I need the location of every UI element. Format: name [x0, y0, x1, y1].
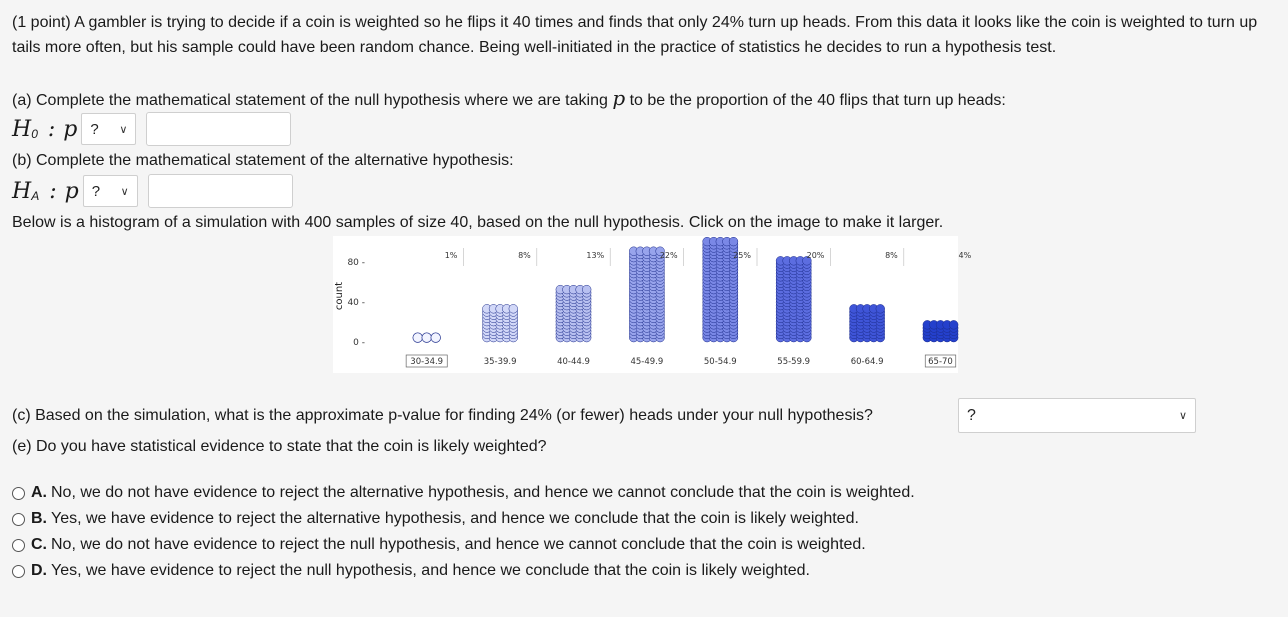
option-a[interactable] [12, 484, 915, 502]
problem-intro: (1 point) A gambler is trying to decide if a coin is weighted so he flips it 40 times and finds that only 24% turn up heads. From this data it looks like the coin is weighted to turn up tails more often, but his sample could have been random chance. Being well-initiated in the practice of statistics he decides to run a hypothesis test. [12, 14, 1258, 56]
radio-option-d[interactable] [12, 565, 25, 578]
category-label: 40-44.9 [557, 357, 590, 367]
part-a-text-before: (a) Complete the mathematical statement of the null hypothesis where we are taking [12, 92, 613, 109]
histogram-caption: Below is a histogram of a simulation with 400 samples of size 40, based on the null hypothesis. Click on the image to make it larger. [12, 214, 944, 231]
y-tick-label: 80 - [347, 258, 365, 268]
null-hypothesis-row [12, 112, 291, 146]
histogram-bar [850, 304, 885, 342]
y-tick-label: 40 - [347, 298, 365, 308]
alt-hyp-param: p [64, 178, 79, 204]
category-label: 30-34.9 [410, 357, 444, 367]
category-label: 45-49.9 [630, 357, 664, 367]
alt-hyp-sub: A [31, 189, 40, 203]
null-relation-value: ? [90, 120, 99, 138]
radio-option-b[interactable] [12, 513, 25, 526]
alt-hyp-colon: : [49, 178, 57, 204]
percent-label: 4% [958, 251, 972, 260]
radio-option-c[interactable] [12, 539, 25, 552]
part-a-variable: p [612, 86, 626, 110]
category-label: 65-70 [928, 357, 953, 367]
pvalue-select[interactable] [958, 398, 1196, 433]
null-hyp-param: p [63, 116, 78, 142]
category-label: 50-54.9 [703, 357, 737, 367]
histogram-bar [776, 256, 811, 342]
pvalue-select-value: ? [967, 406, 976, 424]
option-b[interactable] [12, 510, 859, 528]
alt-value-input[interactable] [148, 174, 293, 208]
histogram-image[interactable] [333, 236, 972, 373]
y-tick-label: 0 - [353, 338, 365, 348]
histogram-bar [413, 333, 441, 343]
histogram-chart [333, 236, 972, 373]
option-d[interactable] [12, 562, 810, 580]
null-relation-select[interactable] [81, 113, 136, 145]
part-e-prompt: (e) Do you have statistical evidence to state that the coin is likely weighted? [12, 438, 547, 455]
percent-label: 1% [444, 251, 458, 260]
null-value-input[interactable] [146, 112, 291, 146]
chevron-down-icon: ∨ [119, 123, 128, 136]
option-c-text: No, we do not have evidence to reject the null hypothesis, and hence we cannot conclude that the coin is weighted. [51, 536, 866, 553]
histogram-bar [923, 320, 958, 342]
part-a-prompt [12, 86, 1277, 113]
percent-label: 25% [733, 251, 751, 260]
percent-label: 22% [659, 251, 678, 260]
histogram-bar [483, 304, 518, 342]
null-hyp-colon: : [47, 116, 56, 142]
category-label: 35-39.9 [483, 357, 517, 367]
alt-relation-value: ? [91, 182, 101, 200]
alt-hypothesis-row [12, 174, 293, 208]
option-d-text: Yes, we have evidence to reject the null hypothesis, and hence we conclude that the coin is likely weighted. [51, 562, 810, 579]
null-hyp-letter: H [12, 116, 32, 142]
percent-label: 13% [586, 251, 605, 260]
y-axis-label: count [334, 281, 345, 311]
chevron-down-icon: ∨ [1178, 410, 1187, 422]
alt-relation-select[interactable] [83, 175, 138, 207]
part-c-prompt: (c) Based on the simulation, what is the approximate p-value for finding 24% (or fewer) heads under your null hypothesis? [12, 407, 873, 424]
option-c-letter: C. [31, 536, 47, 553]
histogram-bar [556, 285, 591, 342]
option-b-letter: B. [31, 510, 47, 527]
part-a-text-after: to be the proportion of the 40 flips that turn up heads: [625, 92, 1006, 109]
option-b-text: Yes, we have evidence to reject the alternative hypothesis, and hence we conclude that the coin is likely weighted. [51, 510, 859, 527]
part-b-prompt: (b) Complete the mathematical statement of the alternative hypothesis: [12, 152, 514, 169]
option-a-letter: A. [31, 484, 47, 501]
radio-option-a[interactable] [12, 487, 25, 500]
option-a-text: No, we do not have evidence to reject the alternative hypothesis, and hence we cannot conclude that the coin is weighted. [51, 484, 915, 501]
category-label: 60-64.9 [850, 357, 884, 367]
percent-label: 8% [885, 251, 898, 260]
option-d-letter: D. [31, 562, 47, 579]
percent-label: 20% [806, 251, 825, 260]
percent-label: 8% [518, 251, 531, 260]
null-hyp-sub: 0 [31, 127, 38, 141]
option-c[interactable] [12, 536, 866, 554]
alt-hyp-letter: H [12, 178, 32, 204]
histogram-bar [629, 247, 664, 342]
chevron-down-icon: ∨ [120, 185, 129, 198]
category-label: 55-59.9 [777, 357, 811, 367]
